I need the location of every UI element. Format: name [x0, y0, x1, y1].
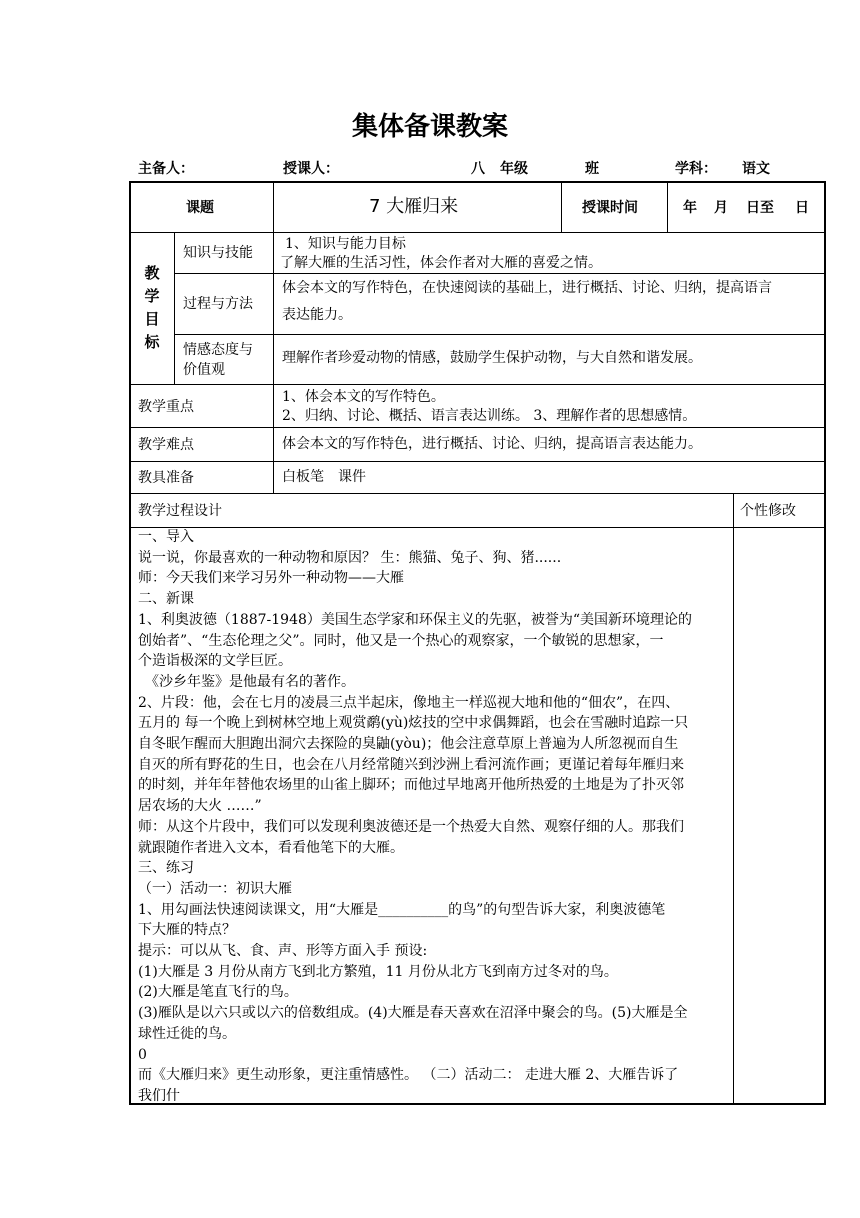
process-line: 我们什 [138, 1087, 180, 1104]
process-line: 的时刻，并年年替他农场里的山雀上脚环；而他过早地离开他所热爱的土地是为了扑灭邻 [138, 777, 684, 794]
process-line: 二、新课 [138, 591, 194, 608]
process-line: 1、用勾画法快速阅读课文，用“大雁是__________的鸟”的句型告诉大家，利奥波德笔 [138, 901, 666, 918]
row-divider [174, 334, 825, 335]
knowledge-line-1: 1、知识与能力目标 [285, 236, 406, 252]
column-divider [174, 232, 175, 384]
month-label: 月 [714, 200, 728, 216]
row-divider [130, 427, 825, 428]
process-line: 下大雁的特点？ [138, 922, 236, 939]
year-label: 年 [683, 200, 697, 216]
process-line: 个造诣极深的文学巨匠。 [138, 653, 292, 670]
key-points-label: 教学重点 [138, 399, 194, 415]
process-line: 创始者”、“生态伦理之父”。同时，他又是一个热心的观察家，一个敏锐的思想家，一 [138, 632, 664, 649]
process-line: 居农场的大火 ……” [138, 798, 262, 815]
objectives-label-char: 教 [144, 264, 160, 282]
topic-label: 课题 [186, 200, 214, 216]
process-line: （一）活动一：初识大雁 [138, 880, 292, 897]
process-line: 五月的 每一个晚上到树林空地上观赏鹬(yù)炫技的空中求偶舞蹈，也会在雪融时追踪一只 [138, 715, 689, 732]
grade-label: 年级 [500, 161, 528, 177]
objectives-label-char: 标 [144, 333, 160, 351]
process-line: 自冬眠乍醒而大胆跑出洞穴去探险的臭鼬(yòu)；他会注意草原上普遍为人所忽视而自生 [138, 736, 679, 753]
emotion-value: 理解作者珍爱动物的情感，鼓励学生保护动物，与大自然和谐发展。 [282, 350, 702, 366]
column-divider [733, 493, 734, 1104]
process-line: 就跟随作者进入文本，看看他笔下的大雁。 [138, 839, 404, 856]
process-line: 师：今天我们来学习另外一种动物——大雁 [138, 570, 404, 587]
tools-value: 白板笔 课件 [282, 469, 366, 485]
process-line: (3)雁队是以六只或以六的倍数组成。(4)大雁是春天喜欢在沼泽中聚会的鸟。(5)大雁是全 [138, 1005, 688, 1022]
objectives-section-label [134, 262, 170, 354]
revise-label: 个性修改 [740, 503, 796, 519]
emotion-label-line-2: 价值观 [183, 362, 225, 378]
process-method-line-1: 体会本文的写作特色，在快速阅读的基础上，进行概括、讨论、归纳，提高语言 [282, 280, 772, 296]
process-line: 0 [138, 1046, 147, 1063]
lead-teacher-label: 主备人： [138, 161, 194, 177]
process-method-line-2: 表达能力。 [282, 307, 352, 323]
column-divider [561, 182, 562, 232]
day-range-label: 日至 [746, 200, 774, 216]
row-divider [130, 461, 825, 462]
difficulties-value: 体会本文的写作特色，进行概括、讨论、归纳，提高语言表达能力。 [282, 436, 702, 452]
topic-value: 7 大雁归来 [369, 196, 459, 217]
row-divider [130, 384, 825, 385]
page-title: 集体备课教案 [351, 112, 508, 142]
teacher-label: 授课人： [283, 161, 339, 177]
objectives-label-char: 目 [144, 310, 160, 328]
subject-label: 学科： [675, 161, 717, 177]
process-line: 师：从这个片段中，我们可以发现利奥波德还是一个热爱大自然、观察仔细的人。那我们 [138, 818, 684, 835]
column-divider [667, 182, 668, 232]
process-line: 说一说，你最喜欢的一种动物和原因？ 生：熊猫、兔子、狗、猪...... [138, 549, 562, 566]
process-line: (1)大雁是 3 月份从南方飞到北方繁殖，11 月份从北方飞到南方过冬对的鸟。 [138, 963, 618, 980]
process-line: 而《大雁归来》更生动形象，更注重情感性。 （二）活动二： 走进大雁 2、大雁告诉了 [138, 1067, 679, 1084]
process-body [138, 527, 730, 1107]
row-divider [130, 232, 825, 233]
process-line: (2)大雁是笔直飞行的鸟。 [138, 984, 298, 1001]
row-divider [130, 493, 825, 494]
process-design-label: 教学过程设计 [138, 503, 222, 519]
process-line: 《沙乡年鉴》是他最有名的著作。 [138, 673, 355, 690]
class-label: 班 [585, 161, 599, 177]
column-divider [273, 182, 274, 493]
key-points-line-1: 1、体会本文的写作特色。 [282, 389, 445, 405]
key-points-line-2: 2、归纳、讨论、概括、语言表达训练。 3、理解作者的思想感情。 [282, 408, 697, 424]
knowledge-line-2: 了解大雁的生活习性，体会作者对大雁的喜爱之情。 [280, 255, 602, 271]
process-line: 三、练习 [138, 860, 194, 877]
difficulties-label: 教学难点 [138, 437, 194, 453]
process-line: 1、利奥波德（1887-1948）美国生态学家和环保主义的先驱，被誉为“美国新环境理论的 [138, 611, 693, 628]
process-line: 一、导入 [138, 529, 194, 545]
time-label: 授课时间 [582, 200, 638, 216]
process-line: 球性迁徙的鸟。 [138, 1025, 236, 1042]
grade-value: 八 [471, 161, 485, 177]
day-label: 日 [795, 200, 809, 216]
row-divider [174, 273, 825, 274]
emotion-label-line-1: 情感态度与 [183, 342, 253, 358]
tools-label: 教具准备 [138, 470, 194, 486]
process-line: 自灭的所有野花的生日，也会在八月经常随兴到沙洲上看河流作画；更谨记着每年雁归来 [138, 756, 684, 773]
process-line: 2、片段：他，会在七月的凌晨三点半起床，像地主一样巡视大地和他的“佃农”，在四、 [138, 694, 680, 711]
subject-value: 语文 [742, 161, 770, 177]
process-method-label: 过程与方法 [183, 296, 253, 312]
process-line: 提示：可以从飞、食、声、形等方面入手 预设: [138, 943, 428, 960]
objectives-label-char: 学 [144, 287, 160, 305]
knowledge-label: 知识与技能 [183, 245, 253, 261]
